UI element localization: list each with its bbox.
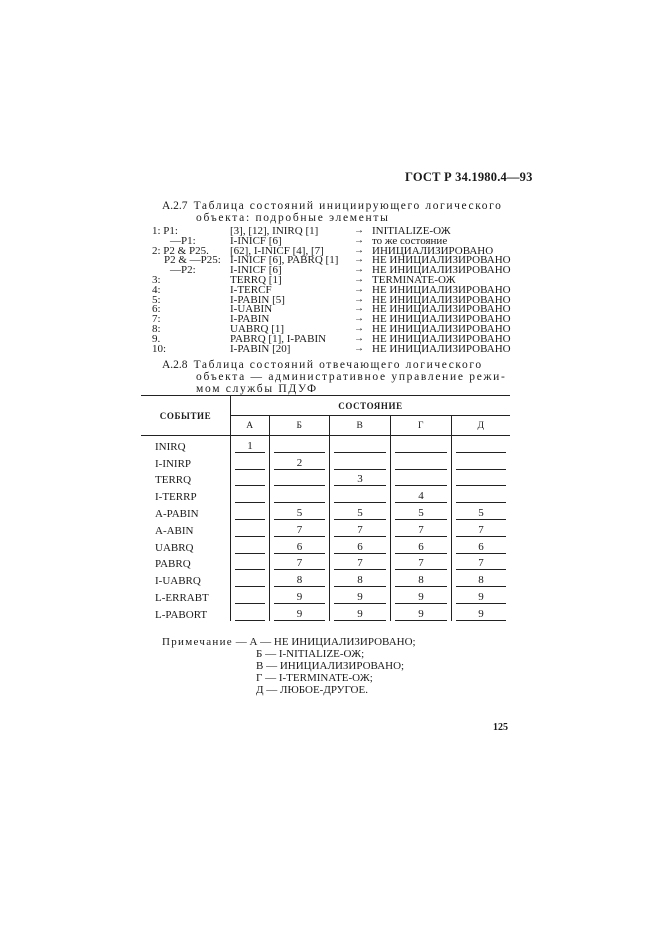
state-cell — [391, 470, 452, 487]
rule-result: НЕ ИНИЦИАЛИЗИРОВАНО — [372, 322, 511, 335]
table-row — [141, 554, 510, 571]
state-rule — [152, 344, 522, 354]
rule-result: TERMINATE-ОЖ — [372, 273, 456, 286]
state-column-header: СОСТОЯНИЕ — [231, 396, 511, 416]
state-cell — [270, 453, 330, 470]
state-column-3: В — [330, 416, 391, 436]
rule-arrow: → — [354, 264, 364, 276]
state-cell — [391, 587, 452, 604]
state-cell — [330, 537, 391, 554]
state-cell-value — [235, 525, 265, 537]
section-a27-number: А.2.7 — [162, 200, 188, 212]
state-cell-value: 7 — [274, 525, 325, 537]
state-cell — [452, 570, 511, 587]
table-note — [162, 636, 416, 696]
table-row — [141, 503, 510, 520]
state-cell-value — [274, 491, 325, 503]
section-a28-title-line3: мом службы ПДУФ — [196, 383, 318, 395]
table-row — [141, 436, 510, 453]
state-rule — [152, 226, 522, 236]
state-rule — [152, 265, 522, 275]
state-cell-value — [235, 508, 265, 520]
table-row — [141, 486, 510, 503]
state-cell — [330, 453, 391, 470]
state-cell-value — [334, 458, 386, 470]
state-cell-value: 6 — [274, 542, 325, 554]
state-cell-value: 8 — [456, 575, 506, 587]
state-cell — [452, 470, 511, 487]
table-row — [141, 537, 510, 554]
state-cell — [270, 470, 330, 487]
state-cell-value: 9 — [274, 609, 325, 621]
rule-arrow: → — [354, 342, 364, 354]
state-cell — [330, 570, 391, 587]
state-cell-value: 4 — [395, 491, 447, 503]
state-cell-value — [274, 474, 325, 486]
state-cell-value: 9 — [334, 609, 386, 621]
state-cell — [231, 604, 270, 621]
state-cell-value: 8 — [395, 575, 447, 587]
section-a27-title-line2: объекта: подробные элементы — [196, 212, 390, 224]
state-cell — [231, 470, 270, 487]
page-number: 125 — [493, 722, 508, 733]
state-cell — [270, 486, 330, 503]
rule-condition: —P2: — [170, 264, 196, 277]
state-cell-value — [395, 441, 447, 453]
rule-result: НЕ ИНИЦИАЛИЗИРОВАНО — [372, 264, 511, 277]
event-name: A-ABIN — [141, 520, 231, 537]
table-row — [141, 453, 510, 470]
event-name: I-INIRP — [141, 453, 231, 470]
state-cell — [231, 486, 270, 503]
event-name: I-UABRQ — [141, 570, 231, 587]
state-cell-value: 9 — [456, 592, 506, 604]
state-cell — [231, 520, 270, 537]
state-cell — [452, 537, 511, 554]
state-rules-list — [152, 226, 522, 353]
standard-header: ГОСТ Р 34.1980.4—93 — [405, 170, 533, 184]
section-a27-title — [162, 200, 522, 224]
state-cell-value — [235, 609, 265, 621]
rule-events: I-INICF [6], PABRQ [1] — [230, 254, 339, 267]
rule-events: I-UABIN — [230, 303, 273, 316]
rule-result: INITIALIZE-ОЖ — [372, 225, 451, 237]
state-cell — [270, 503, 330, 520]
state-cell-value: 7 — [456, 558, 506, 570]
state-cell — [452, 604, 511, 621]
state-cell-value: 1 — [235, 441, 265, 453]
state-cell-value — [235, 458, 265, 470]
section-a27-title-line1: Таблица состояний инициирующего логического — [193, 200, 503, 212]
event-name: I-TERRP — [141, 486, 231, 503]
rule-condition: 10: — [152, 342, 167, 355]
table-row — [141, 604, 510, 621]
state-cell-value — [235, 542, 265, 554]
state-cell — [391, 453, 452, 470]
rule-arrow: → — [354, 273, 364, 285]
note-lead: Примечание — [162, 636, 233, 648]
state-cell-value — [395, 474, 447, 486]
state-cell — [270, 520, 330, 537]
state-cell-value — [235, 558, 265, 570]
rule-condition: 9. — [152, 332, 161, 345]
state-cell-value — [395, 458, 447, 470]
rule-arrow: → — [354, 225, 364, 236]
state-cell-value — [456, 474, 506, 486]
rule-arrow: → — [354, 283, 364, 295]
state-cell-value: 9 — [456, 609, 506, 621]
event-name: TERRQ — [141, 470, 231, 487]
rule-events: [62], I-INICF [4], [7] — [230, 244, 324, 257]
state-cell-value — [274, 441, 325, 453]
rule-result: НЕ ИНИЦИАЛИЗИРОВАНО — [372, 342, 511, 355]
event-name: PABRQ — [141, 554, 231, 571]
state-cell — [391, 520, 452, 537]
rule-events: UABRQ [1] — [230, 322, 285, 335]
state-cell-value — [334, 441, 386, 453]
state-cell — [452, 554, 511, 571]
state-cell — [231, 587, 270, 604]
state-cell-value: 9 — [395, 609, 447, 621]
rule-result: НЕ ИНИЦИАЛИЗИРОВАНО — [372, 313, 511, 326]
state-cell-value: 5 — [334, 508, 386, 520]
event-name: INIRQ — [141, 436, 231, 453]
section-a28-title-line2: объекта — административное управление режи- — [196, 371, 507, 383]
rule-result: то же состояние — [372, 234, 448, 247]
event-name: UABRQ — [141, 537, 231, 554]
rule-condition: 8: — [152, 322, 161, 335]
state-cell — [231, 436, 270, 453]
rule-result: ИНИЦИАЛИЗИРОВАНО — [372, 244, 494, 257]
table-row — [141, 470, 510, 487]
state-column-4: Г — [391, 416, 452, 436]
rule-arrow: → — [354, 332, 364, 344]
state-cell — [391, 436, 452, 453]
state-cell — [270, 570, 330, 587]
state-cell — [391, 570, 452, 587]
state-cell — [391, 537, 452, 554]
note-line-v: В — ИНИЦИАЛИЗИРОВАНО; — [256, 660, 405, 672]
state-cell — [330, 604, 391, 621]
rule-result: НЕ ИНИЦИАЛИЗИРОВАНО — [372, 283, 511, 296]
state-cell-value: 7 — [274, 558, 325, 570]
state-cell — [391, 503, 452, 520]
state-cell — [231, 503, 270, 520]
state-cell — [391, 604, 452, 621]
event-name: L-ERRABT — [141, 587, 231, 604]
rule-result: НЕ ИНИЦИАЛИЗИРОВАНО — [372, 293, 511, 306]
state-cell — [452, 587, 511, 604]
rule-result: НЕ ИНИЦИАЛИЗИРОВАНО — [372, 332, 511, 345]
rule-events: PABRQ [1], I-PABIN — [230, 332, 327, 345]
note-line-d: Д — ЛЮБОЕ-ДРУГОЕ. — [256, 684, 368, 696]
state-cell — [231, 453, 270, 470]
rule-result: НЕ ИНИЦИАЛИЗИРОВАНО — [372, 303, 511, 316]
state-cell-value: 8 — [334, 575, 386, 587]
state-cell — [270, 587, 330, 604]
state-cell-value: 2 — [274, 458, 325, 470]
rule-events: I-INICF [6] — [230, 234, 282, 247]
state-cell — [452, 436, 511, 453]
state-cell — [452, 453, 511, 470]
state-cell-value — [235, 474, 265, 486]
state-column-1: А — [231, 416, 270, 436]
state-cell — [452, 486, 511, 503]
rule-condition: 6: — [152, 303, 161, 316]
state-cell-value: 9 — [274, 592, 325, 604]
rule-condition: 1: P1: — [152, 225, 178, 237]
event-name: A-PABIN — [141, 503, 231, 520]
rule-events: [3], [12], INIRQ [1] — [230, 225, 319, 237]
state-column-5: Д — [452, 416, 511, 436]
rule-condition: 2: P2 & P25. — [152, 244, 209, 257]
section-a28-title-line1: Таблица состояний отвечающего логического — [193, 359, 483, 371]
rule-condition: 7: — [152, 313, 161, 326]
note-line-a: — А — НЕ ИНИЦИАЛИЗИРОВАНО; — [235, 636, 416, 648]
state-cell-value — [456, 491, 506, 503]
rule-events: I-INICF [6] — [230, 264, 282, 277]
table-row — [141, 587, 510, 604]
state-cell-value — [235, 575, 265, 587]
rule-condition: 5: — [152, 293, 161, 306]
state-cell — [330, 470, 391, 487]
state-cell-value — [235, 592, 265, 604]
rule-arrow: → — [354, 322, 364, 334]
event-column-header: СОБЫТИЕ — [141, 396, 231, 436]
state-cell-value: 5 — [274, 508, 325, 520]
state-cell — [330, 587, 391, 604]
rule-events: TERRQ [1] — [230, 273, 282, 286]
table-row — [141, 520, 510, 537]
state-cell — [231, 537, 270, 554]
state-cell — [270, 537, 330, 554]
section-a28-title — [162, 359, 522, 395]
state-cell-value — [334, 491, 386, 503]
state-cell-value: 6 — [334, 542, 386, 554]
state-column-2: Б — [270, 416, 330, 436]
state-cell — [452, 503, 511, 520]
state-cell — [391, 486, 452, 503]
table-row — [141, 570, 510, 587]
rule-condition: P2 & —P25: — [164, 254, 221, 267]
rule-arrow: → — [354, 293, 364, 305]
state-cell — [330, 486, 391, 503]
rule-arrow: → — [354, 303, 364, 315]
rule-arrow: → — [354, 234, 364, 246]
note-line-b: Б — I-NITIALIZE-ОЖ; — [256, 648, 365, 660]
rule-condition: —P1: — [170, 234, 196, 247]
state-cell — [330, 436, 391, 453]
state-cell — [391, 554, 452, 571]
state-cell — [330, 554, 391, 571]
event-name: L-PABORT — [141, 604, 231, 621]
state-cell — [270, 436, 330, 453]
state-cell-value — [235, 491, 265, 503]
state-cell-value: 5 — [456, 508, 506, 520]
state-cell-value: 7 — [456, 525, 506, 537]
state-cell-value: 6 — [456, 542, 506, 554]
state-table — [141, 395, 510, 621]
note-line-g: Г — I-TERMINATE-ОЖ; — [256, 672, 373, 684]
rule-events: I-PABIN [20] — [230, 342, 291, 355]
rule-condition: 3: — [152, 273, 161, 286]
rule-arrow: → — [354, 244, 364, 256]
section-a28-number: А.2.8 — [162, 359, 188, 371]
rule-condition: 4: — [152, 283, 161, 296]
state-cell-value: 7 — [334, 558, 386, 570]
state-cell — [231, 570, 270, 587]
state-cell-value: 9 — [334, 592, 386, 604]
state-cell-value: 7 — [395, 558, 447, 570]
rule-events: I-PABIN — [230, 313, 270, 326]
state-cell — [330, 503, 391, 520]
rule-events: I-TERCF — [230, 283, 272, 296]
state-cell-value: 7 — [334, 525, 386, 537]
rule-arrow: → — [354, 254, 364, 266]
state-cell — [452, 520, 511, 537]
state-cell-value: 7 — [395, 525, 447, 537]
state-cell-value: 6 — [395, 542, 447, 554]
state-cell-value: 5 — [395, 508, 447, 520]
state-cell — [231, 554, 270, 571]
rule-arrow: → — [354, 313, 364, 325]
rule-result: НЕ ИНИЦИАЛИЗИРОВАНО — [372, 254, 511, 267]
state-cell — [330, 520, 391, 537]
state-cell-value — [456, 441, 506, 453]
state-cell — [270, 604, 330, 621]
state-cell-value: 8 — [274, 575, 325, 587]
state-cell-value: 3 — [334, 474, 386, 486]
state-cell-value: 9 — [395, 592, 447, 604]
rule-events: I-PABIN [5] — [230, 293, 285, 306]
state-cell-value — [456, 458, 506, 470]
state-cell — [270, 554, 330, 571]
